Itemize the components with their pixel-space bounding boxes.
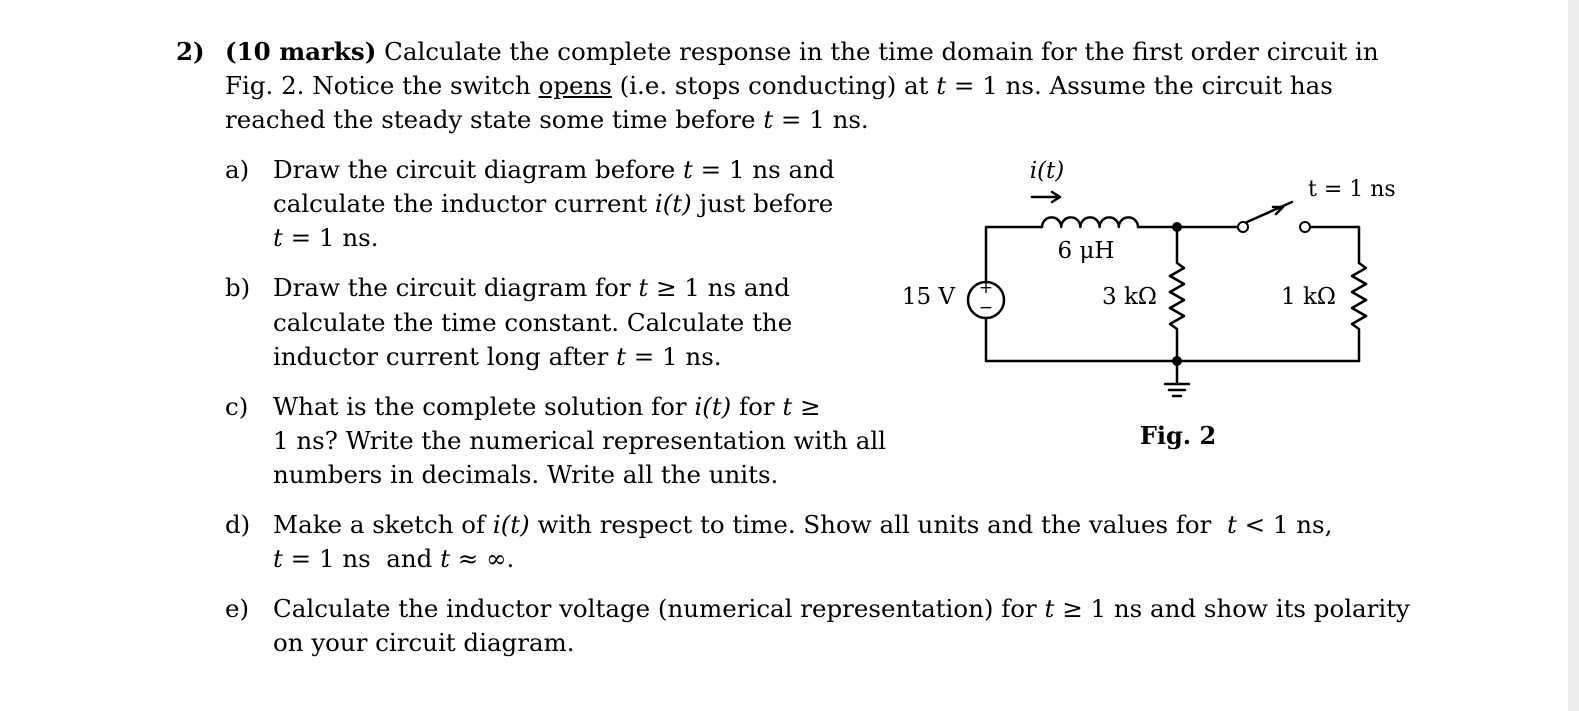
intro-text-3a: reached the steady state some time before <box>225 105 764 134</box>
part-b-var: t <box>638 273 649 302</box>
resistor-3k-label: 3 kΩ <box>1102 284 1157 310</box>
switch-contact-right <box>1300 222 1310 232</box>
intro-opens-underlined: opens <box>538 71 612 100</box>
part-e-line-2: on your circuit diagram. <box>273 628 575 657</box>
wire-left <box>986 227 1042 283</box>
resistor-1k <box>1352 263 1366 361</box>
inductor-symbol <box>1042 217 1138 227</box>
part-a-text: just before <box>691 189 834 218</box>
part-c-label: c) <box>225 392 249 421</box>
resistor-3k <box>1170 227 1184 361</box>
part-b-line-2: calculate the time constant. Calculate the <box>273 308 793 337</box>
source-label: 15 V <box>901 284 955 310</box>
part-b-text: = 1 ns. <box>625 342 722 371</box>
part-d-text: ≈ ∞. <box>449 544 515 573</box>
part-a-text: Draw the circuit diagram before <box>273 155 684 184</box>
part-b-text: inductor current long after <box>273 342 617 371</box>
part-d-text: Make a sketch of <box>273 510 493 539</box>
part-e-text: ≥ 1 ns and show its polarity <box>1054 594 1410 623</box>
intro-text-2d: = 1 ns. Assume the circuit has <box>946 71 1333 100</box>
switch-contact-left <box>1238 222 1248 232</box>
resistor-1k-label: 1 kΩ <box>1281 284 1336 310</box>
part-b-label: b) <box>225 273 251 302</box>
part-d-var: t <box>440 544 450 573</box>
part-a-label: a) <box>225 155 250 184</box>
current-label: i(t) <box>1029 158 1065 184</box>
part-b-var: t <box>616 342 626 371</box>
intro-var-t: t <box>936 71 947 100</box>
intro-text-2a: Fig. 2. Notice the switch <box>225 71 539 100</box>
part-e-label: e) <box>225 594 250 623</box>
part-a-text: calculate the inductor current <box>273 189 655 218</box>
part-a-var: t <box>273 223 283 252</box>
part-c-text: ≥ <box>792 392 821 421</box>
intro-text-1: Calculate the complete response in the time domain for the first order circuit in <box>384 37 1379 66</box>
source-minus-sign: − <box>978 298 994 318</box>
part-a-var: t <box>683 155 693 184</box>
part-d-text: < 1 ns, <box>1236 510 1333 539</box>
ground-symbol <box>1165 384 1189 396</box>
part-d-var: t <box>1226 510 1237 539</box>
node-bottom <box>1172 356 1182 366</box>
part-a-text: = 1 ns. <box>282 223 379 252</box>
part-a-var: i(t) <box>654 189 692 218</box>
current-arrow <box>1032 192 1060 202</box>
part-c-text: for <box>731 392 783 421</box>
question-marks: (10 marks) <box>225 37 377 66</box>
part-d-var: t <box>273 544 283 573</box>
source-plus-sign: + <box>978 278 994 298</box>
part-d-var: i(t) <box>492 510 530 539</box>
switch-blade <box>1247 202 1292 222</box>
part-c-line-3: numbers in decimals. Write all the units. <box>273 460 779 489</box>
wire-top-right <box>1310 227 1359 263</box>
part-e-text: Calculate the inductor voltage (numerical representation) for <box>273 594 1045 623</box>
part-a-text: = 1 ns and <box>692 155 835 184</box>
part-e-var: t <box>1044 594 1055 623</box>
part-c-text: What is the complete solution for <box>273 392 695 421</box>
intro-text-3c: = 1 ns. <box>773 105 869 134</box>
inductor-label: 6 μH <box>1057 238 1115 264</box>
figure-caption: Fig. 2 <box>1139 421 1217 450</box>
part-c-var: t <box>782 392 793 421</box>
intro-text-2b: (i.e. stops conducting) at <box>611 71 937 100</box>
part-b-text: Draw the circuit diagram for <box>273 273 639 302</box>
part-b-text: ≥ 1 ns and <box>648 273 790 302</box>
part-c-line-2: 1 ns? Write the numerical representation with all <box>273 426 887 455</box>
switch-label: t = 1 ns <box>1308 177 1396 202</box>
part-c-var: i(t) <box>694 392 732 421</box>
part-d-text: = 1 ns and <box>282 544 441 573</box>
part-d-label: d) <box>225 510 251 539</box>
intro-var-t2: t <box>763 105 774 134</box>
node-top <box>1172 222 1182 232</box>
question-number: 2) <box>176 37 205 66</box>
part-d-text: with respect to time. Show all units and the values for <box>529 510 1227 539</box>
